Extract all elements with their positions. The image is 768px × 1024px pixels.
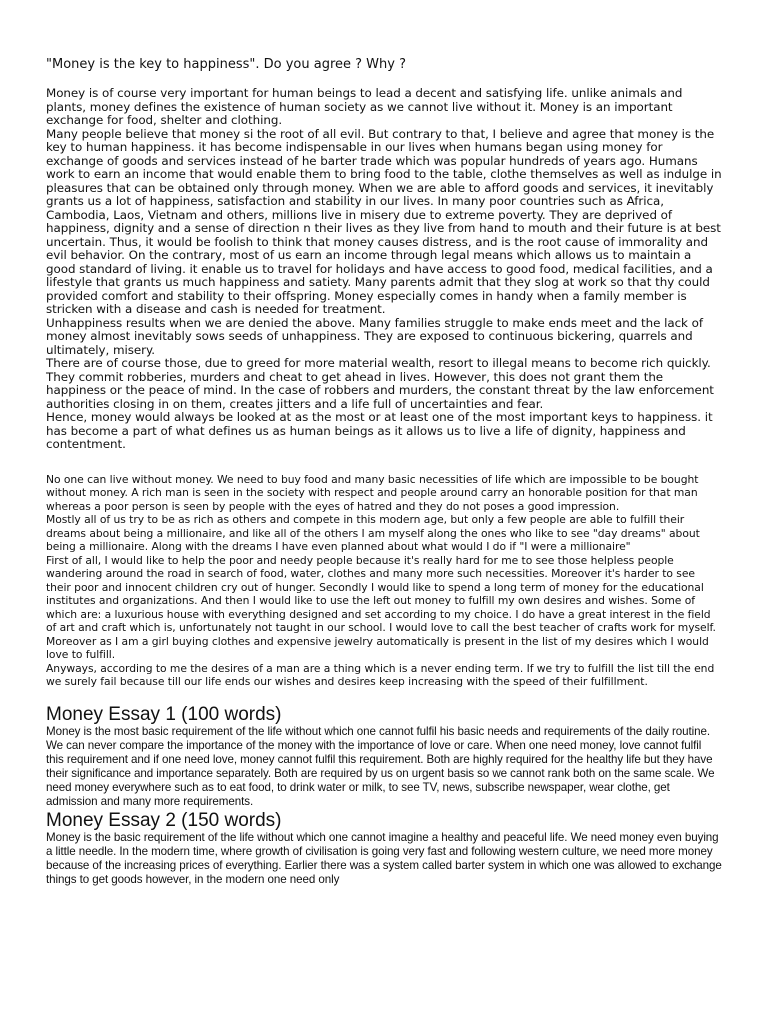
essay-2-paragraph: Anyways, according to me the desires of a man are a thing which is a never ending term. If we try to fulfill the list till the end we surely fail because till our life ends our wishes and desires keep increasing with the speed of their fulfillment. bbox=[46, 661, 715, 688]
section-1-heading: Money Essay 1 (100 words) bbox=[46, 703, 282, 725]
section-2-heading: Money Essay 2 (150 words) bbox=[46, 809, 282, 831]
essay-1-paragraph: Unhappiness results when we are denied the above. Many families struggle to make ends meet and the lack of money almost inevitably sows seeds of unhappiness. They are exposed to continuous bickering, quarrels and ultimately, misery. bbox=[46, 315, 703, 357]
essay-1-paragraph: Hence, money would always be looked at as the most or at least one of the most important keys to happiness. it has become a part of what defines us as human beings as it allows us to live a life of dignity, happiness and contentment. bbox=[46, 410, 713, 451]
essay-title: "Money is the key to happiness". Do you agree ? Why ? bbox=[46, 57, 406, 72]
section-1-body: Money is the most basic requirement of the life without which one cannot fulfil his basic needs and requirements of the daily routine. We can never compare the importance of the money with the importance of love or care. When one need money, love cannot fulfil this requirement and if one need love, money cannot fulfil this requirement. Both are highly required for the healthy life but they have their significance and importance separately. Both are required by us on urgent basis so we cannot rank both on the same scale. We need money everywhere such as to eat food, to drink water or milk, to see TV, news, subscribe newspaper, wear clothe, get admission and many more requirements. bbox=[46, 724, 715, 808]
essay-1-body bbox=[46, 87, 722, 452]
essay-2-paragraph: No one can live without money. We need to buy food and many basic necessities of life which are impossible to be bought without money. A rich man is seen in the society with respect and people around carry an honorable position for that man whereas a poor person is seen by people with the eyes of hatred and they do not poses a good impression. bbox=[46, 472, 699, 513]
essay-2-body bbox=[46, 473, 722, 689]
document-page bbox=[46, 56, 722, 889]
essay-1-paragraph: Money is of course very important for human beings to lead a decent and satisfying life. unlike animals and plants, money defines the existence of human society as we cannot live without it. Money is an important exchange for food, shelter and clothing. bbox=[46, 86, 683, 127]
essay-2-paragraph: First of all, I would like to help the poor and needy people because it's really hard for me to see those helpless people wandering around the road in search of food, water, clothes and many more such necessities. Moreover it's harder to see their poor and innocent children cry out of hunger. Secondly I would like to spend a long term of money for the educational institutes and organizations. And then I would like to use the left out money to fulfill my own desires and wishes. Some of which are: a luxurious house with everything designed and set according to my choice. I do have a great interest in the field of art and craft which is, unfortunately not taught in our school. I would love to call the best teacher of crafts work for myself. Moreover as I am a girl buying clothes and expensive jewelry automatically is present in the list of my desires which I would love to fulfill. bbox=[46, 553, 716, 661]
essay-1-paragraph: There are of course those, due to greed for more material wealth, resort to illegal means to become rich quickly. They commit robberies, murders and cheat to get ahead in lives. However, this does not grant them the happiness or the peace of mind. In the case of robbers and murders, the constant threat by the law enforcement authorities closing in on them, creates jitters and a life full of uncertainties and fear. bbox=[46, 356, 714, 411]
essay-1-paragraph: Many people believe that money si the root of all evil. But contrary to that, I believe and agree that money is the key to human happiness. it has become indispensable in our lives when humans began using money for exchange of goods and services instead of he barter trade which was popular hundreds of years ago. Humans work to earn an income that would enable them to bring food to the table, clothe themselves as well as indulge in pleasures that can be obtained only through money. When we are able to afford goods and services, it inevitably grants us a lot of happiness, satisfaction and stability in our lives. In many poor countries such as Africa, Cambodia, Laos, Vietnam and others, millions live in misery due to extreme poverty. They are deprived of happiness, dignity and a sense of direction n their lives as they live from hand to mouth and their future is at best uncertain. Thus, it would be foolish to think that money causes distress, and is the root cause of immorality and evil behavior. On the contrary, most of us earn an income through legal means which allows us to maintain a good standard of living. it enable us to travel for holidays and have access to good food, medical facilities, and a lifestyle that grants us much happiness and satiety. Many parents admit that they slog at work so that thy could provided comfort and stability to their offspring. Money especially comes in handy when a family member is stricken with a disease and cash is needed for treatment. bbox=[46, 126, 722, 316]
section-2-body: Money is the basic requirement of the life without which one cannot imagine a healthy and peaceful life. We need money even buying a little needle. In the modern time, where growth of civilisation is going very fast and following western culture, we need more money because of the increasing prices of everything. Earlier there was a system called barter system in which one was allowed to exchange things to get goods however, in the modern one need only bbox=[46, 830, 722, 886]
essay-2-paragraph: Mostly all of us try to be as rich as others and compete in this modern age, but only a few people are able to fulfill their dreams about being a millionaire, and like all of the others I am myself along the ones who like to see "day dreams" about being a millionaire. Along with the dreams I have even planned about what would I do if "I were a millionaire" bbox=[46, 513, 700, 553]
